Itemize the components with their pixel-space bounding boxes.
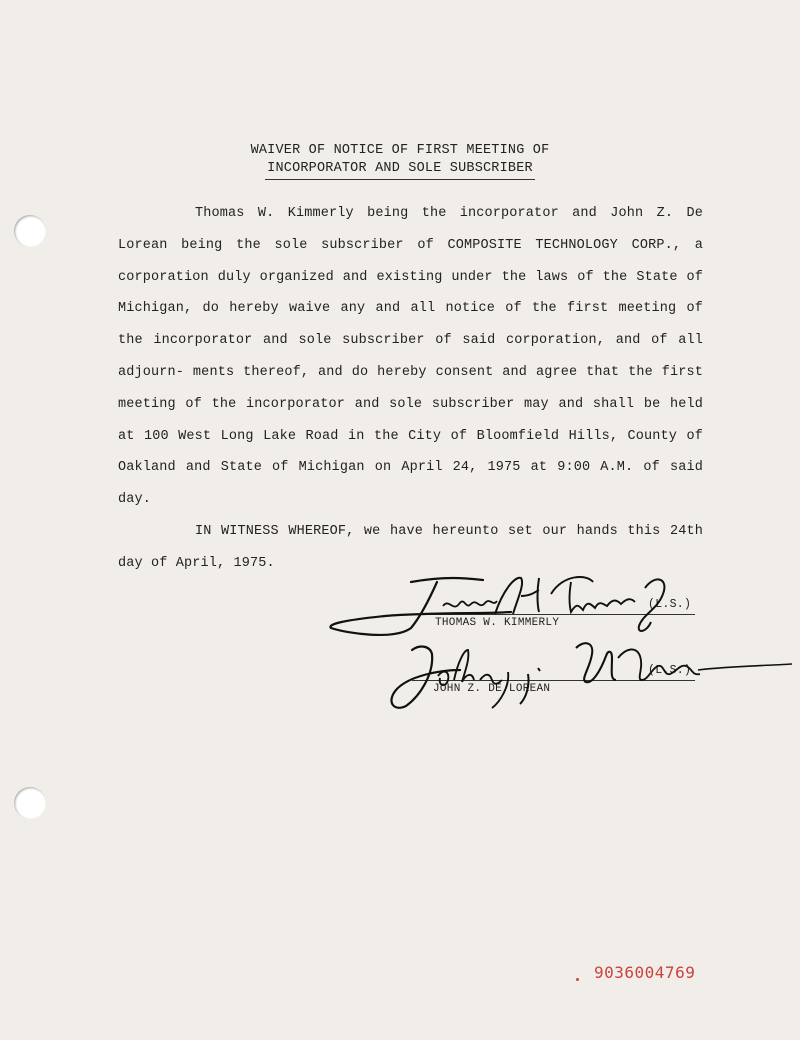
signer-name-1: THOMAS W. KIMMERLY — [435, 617, 560, 629]
stamp-dot — [576, 978, 579, 981]
title-line-1: WAIVER OF NOTICE OF FIRST MEETING OF — [250, 143, 550, 158]
paragraph-witness: IN WITNESS WHEREOF, we have hereunto set our hands this 24th day of April, 1975. — [118, 523, 703, 571]
signer-name-2: JOHN Z. DE LOREAN — [433, 683, 551, 695]
document-title — [0, 142, 800, 180]
title-line-2: INCORPORATOR AND SOLE SUBSCRIBER — [265, 160, 535, 180]
inventory-stamp: 9036004769 — [594, 963, 696, 982]
seal-label-1: (L.S.) — [648, 598, 692, 611]
document-body — [118, 198, 703, 580]
paragraph-main: Thomas W. Kimmerly being the incorporator and John Z. De Lorean being the sole subscriber of COMPOSITE TECHNOLOGY CORP., a corporation duly organized and existing under the laws of the State of Michigan, do hereby waive any and all notice of the first meeting of the incorporator and sole subscriber of said corporation, and of all adjourn- ments thereof, and do hereby consent and agree that the first meeting of the incorporator and sole subscriber may and shall be held at 100 West Long Lake Road in the City of Bloomfield Hills, County of Oakland and State of Michigan on April 24, 1975 at 9:00 A.M. of said day. — [118, 206, 703, 508]
punch-hole-bottom — [14, 787, 46, 819]
seal-label-2: (L.S.) — [648, 664, 692, 677]
punch-hole-top — [14, 215, 46, 247]
handwritten-signature-2 — [380, 636, 800, 726]
